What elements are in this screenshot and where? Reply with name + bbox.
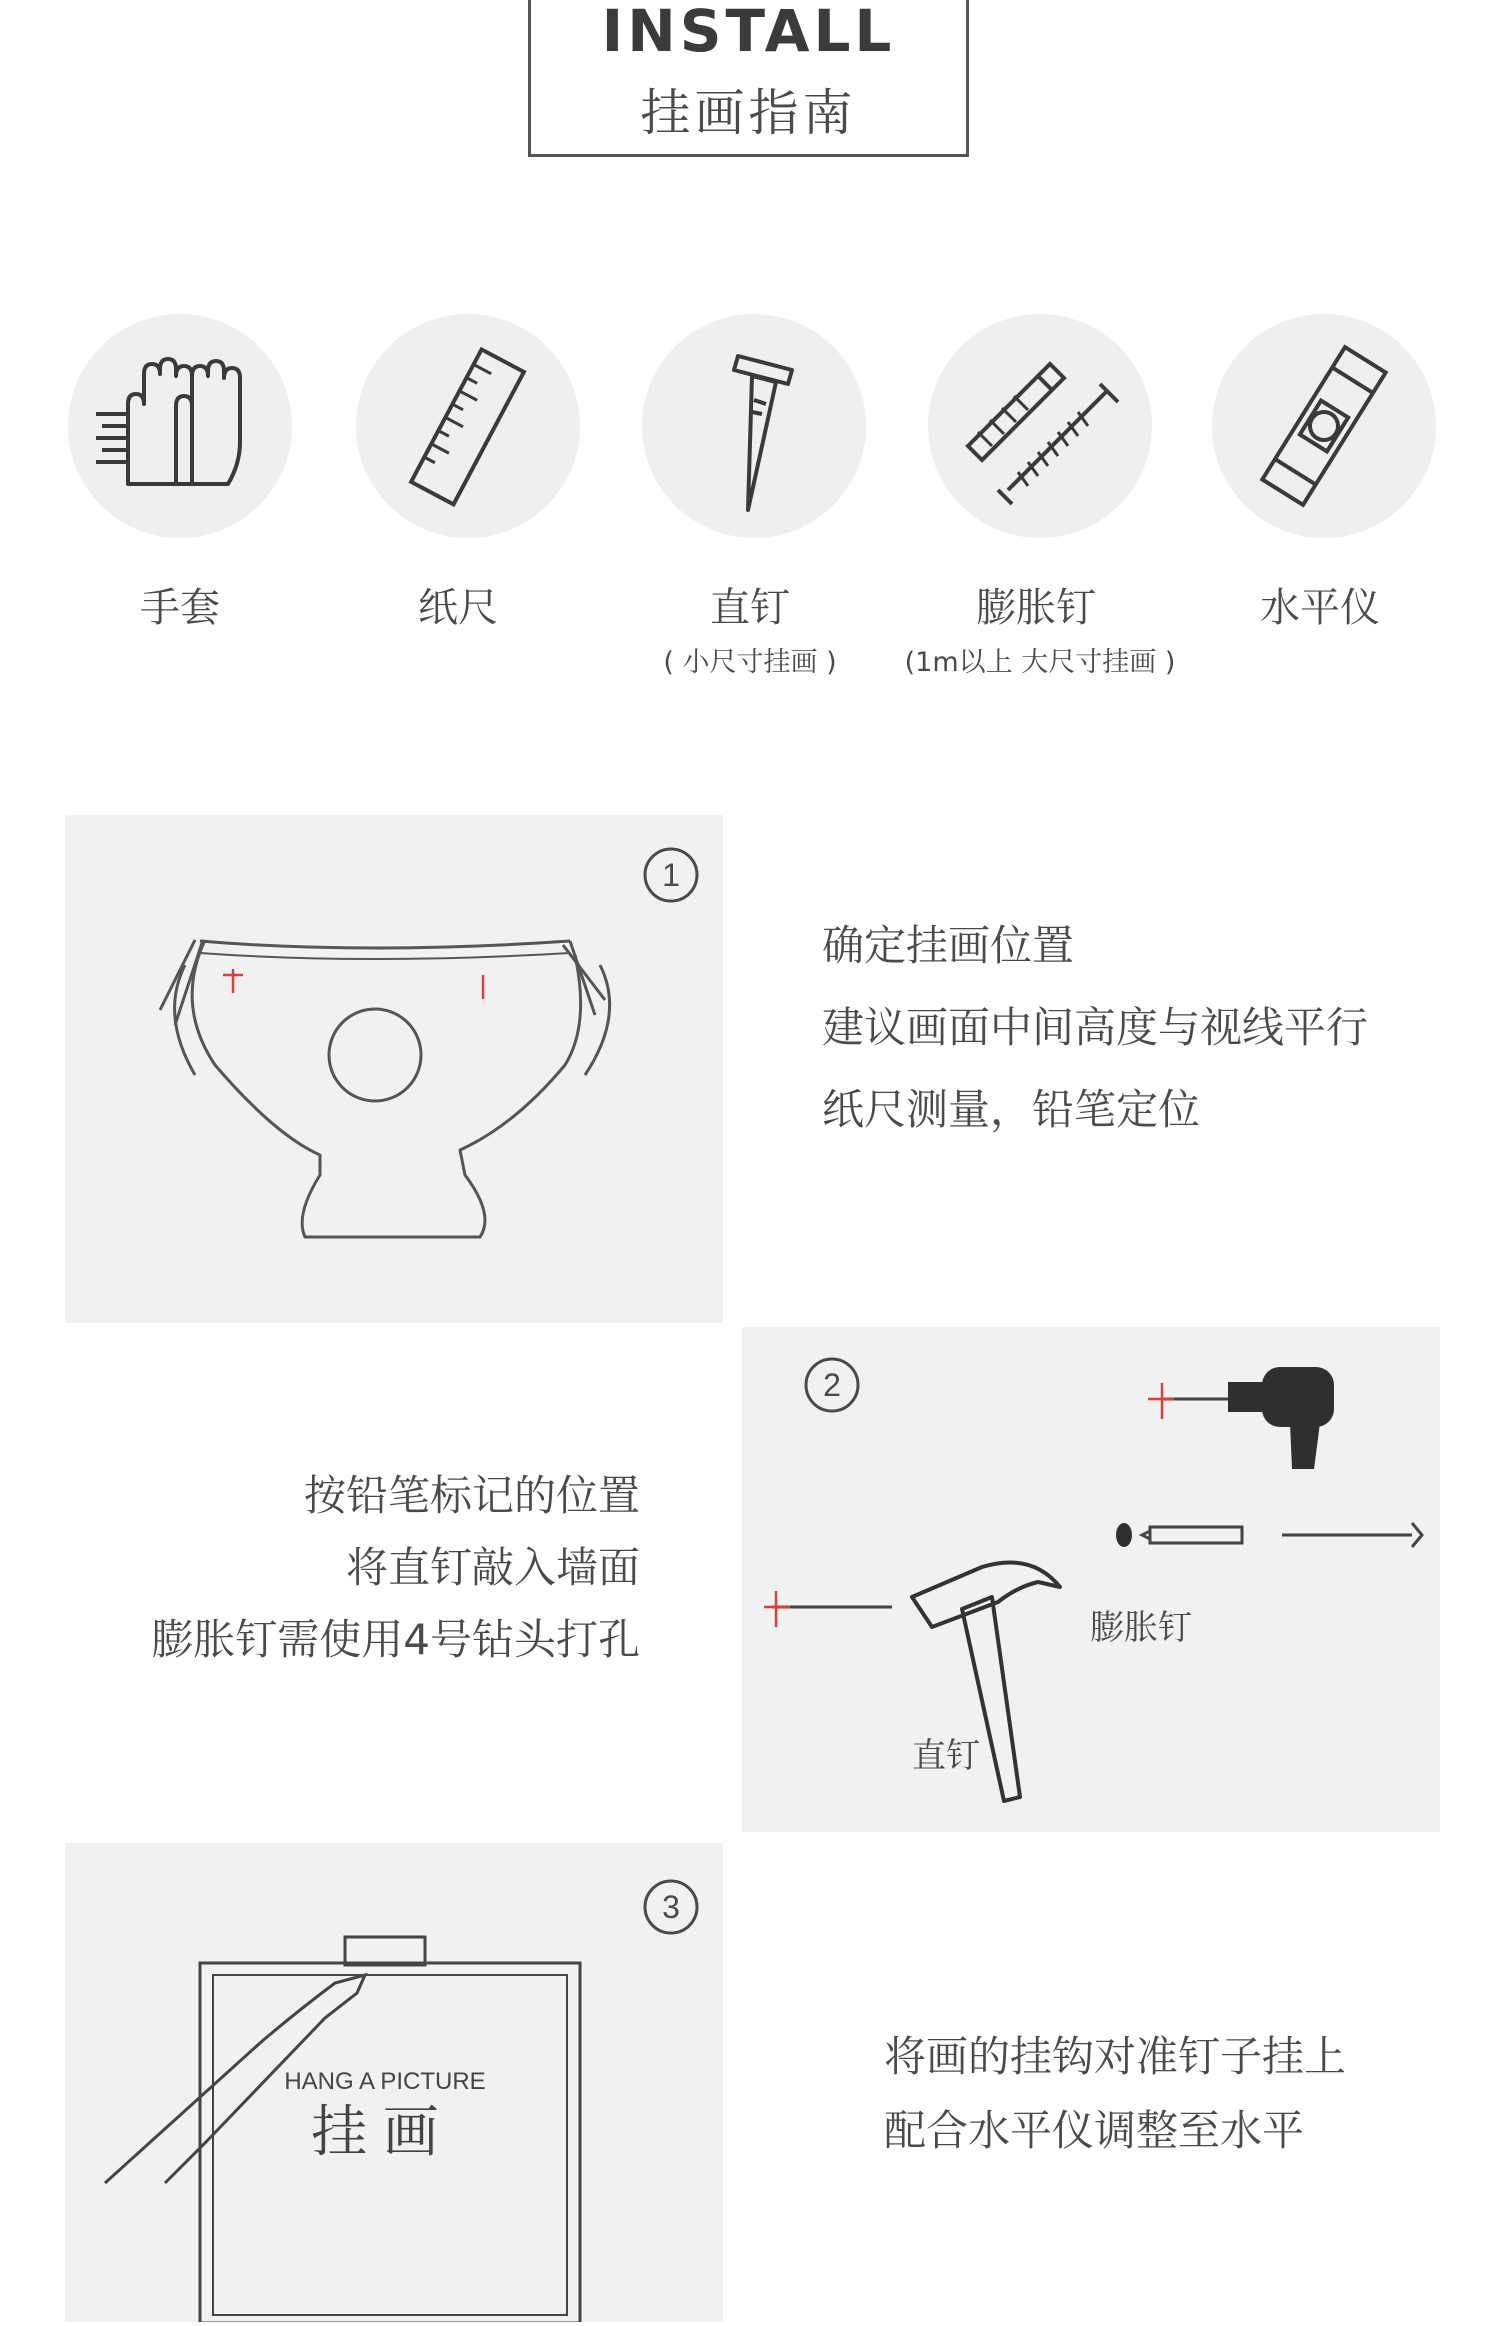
step2-line-2: 将直钉敲入墙面 bbox=[345, 1543, 640, 1592]
step1-line-2: 建议画面中间高度与视线平行 bbox=[822, 1003, 1369, 1052]
header-title-cn: 挂画指南 bbox=[640, 84, 857, 142]
step1-illustration-panel bbox=[65, 815, 723, 1323]
step2-illustration-panel bbox=[742, 1327, 1440, 1832]
header-box bbox=[528, 0, 969, 157]
step1-number: 1 bbox=[662, 857, 680, 893]
step2-line-3: 膨胀钉需使用4号钻头打孔 bbox=[151, 1615, 640, 1664]
step2-line-1: 按铅笔标记的位置 bbox=[303, 1471, 640, 1520]
tool-note-anchor: (1m以上 大尺寸挂画 ) bbox=[904, 647, 1176, 678]
tool-name-anchor: 膨胀钉 bbox=[976, 585, 1096, 631]
tool-ruler bbox=[356, 314, 580, 538]
spirit-level-icon bbox=[1212, 314, 1436, 538]
tool-nail bbox=[642, 314, 866, 538]
tool-note-nail: ( 小尺寸挂画 ) bbox=[663, 647, 837, 678]
step2-text bbox=[110, 1460, 640, 1676]
anchor-label: 膨胀钉 bbox=[1090, 1609, 1192, 1647]
step1-text bbox=[822, 905, 1368, 1151]
step3-illustration-panel bbox=[65, 1843, 723, 2322]
step1-line-1: 确定挂画位置 bbox=[822, 921, 1075, 970]
step3-number: 3 bbox=[662, 1889, 680, 1925]
hang-picture-illustration bbox=[65, 1843, 723, 2322]
tool-level bbox=[1212, 314, 1436, 538]
step3-line-1: 将画的挂钩对准钉子挂上 bbox=[884, 2032, 1347, 2081]
header-title-en: INSTALL bbox=[601, 0, 896, 65]
anchor-screw-icon bbox=[928, 314, 1152, 538]
measuring-person-illustration bbox=[65, 815, 723, 1323]
tool-name-ruler: 纸尺 bbox=[418, 585, 498, 631]
drill-hammer-illustration bbox=[742, 1327, 1440, 1832]
step3-line-2: 配合水平仪调整至水平 bbox=[884, 2106, 1305, 2155]
tool-gloves bbox=[68, 314, 292, 538]
frame-text-en: HANG A PICTURE bbox=[284, 2068, 486, 2095]
ruler-icon bbox=[356, 314, 580, 538]
gloves-icon bbox=[68, 314, 292, 538]
drill-icon bbox=[1148, 1367, 1334, 1469]
step3-text bbox=[884, 2020, 1346, 2168]
step1-line-3: 纸尺测量，铅笔定位 bbox=[822, 1085, 1201, 1134]
frame-text-cn: 挂 画 bbox=[311, 2100, 439, 2163]
tool-name-nail: 直钉 bbox=[710, 585, 790, 631]
tool-name-level: 水平仪 bbox=[1260, 585, 1380, 631]
tool-anchor bbox=[928, 314, 1152, 538]
step2-number: 2 bbox=[823, 1367, 841, 1403]
nail-label: 直钉 bbox=[912, 1737, 980, 1775]
nail-icon bbox=[642, 314, 866, 538]
anchor-screw-row bbox=[1116, 1523, 1422, 1547]
tool-name-gloves: 手套 bbox=[140, 585, 220, 631]
